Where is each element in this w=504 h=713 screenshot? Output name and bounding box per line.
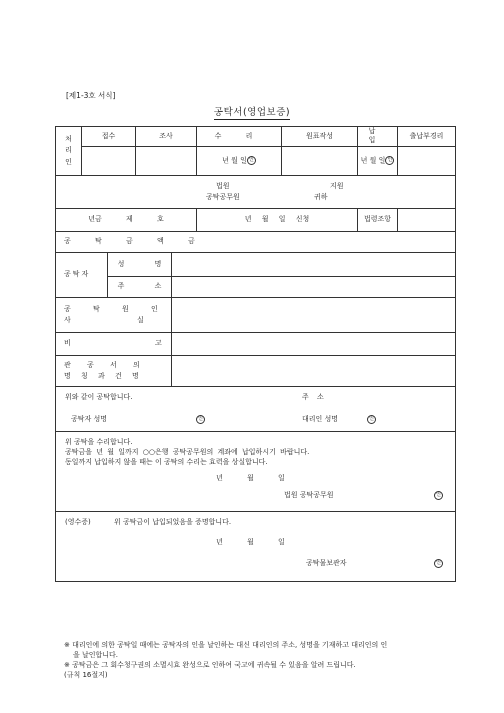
seal-icon: 인: [385, 156, 394, 165]
josa-cell[interactable]: [136, 146, 197, 175]
acceptance-block: [56, 431, 456, 511]
col-chulnap: 출납부경리: [398, 127, 456, 147]
depositor-name-field[interactable]: [172, 252, 456, 276]
geumje-label: 년금 제 호: [56, 208, 197, 231]
receipt-keeper: 공탁물보관자: [306, 558, 347, 567]
court-jiwon: 지원: [330, 181, 344, 190]
court-gwiha: 귀하: [314, 192, 328, 201]
seal-icon: 인: [367, 415, 376, 425]
accept-line-3: 동일까지 납입하지 않을 때는 이 공탁의 수리는 효력을 상실합니다.: [65, 457, 268, 466]
depositor-name-label: 성 명: [108, 252, 172, 276]
wonpyo-cell[interactable]: [282, 146, 358, 175]
receipt-tag: (영수증): [65, 517, 91, 526]
depositor-label: 공탁자: [56, 252, 108, 297]
seal-icon: 인: [434, 491, 443, 501]
cause-label: 공 탁 원 인 사 실: [56, 297, 172, 332]
deposit-form-table: [55, 126, 456, 582]
office-label: 관 공 서 의 명 칭 과 건 명: [56, 355, 172, 386]
court-beobwon: 법원: [216, 181, 230, 190]
declare-addr: 주 소: [302, 392, 324, 401]
col-wonpyo: 원표작성: [282, 127, 358, 147]
receipt-text: 위 공탁금이 납입되었음을 증명합니다.: [114, 517, 232, 526]
declare-agent: 대리인 성명: [302, 414, 339, 423]
accept-officer: 법원 공탁공무원: [284, 490, 334, 499]
application-date[interactable]: 년 월 일 신청: [197, 208, 358, 231]
napip-date-cell[interactable]: 년 월 일 인: [358, 146, 398, 175]
note-3: (규칙 16절지): [64, 671, 108, 680]
jeopsu-cell[interactable]: [82, 146, 136, 175]
seal-icon: 인: [434, 559, 443, 569]
note-field[interactable]: [172, 332, 456, 355]
note-label: 비 고: [56, 332, 172, 355]
declaration-block: [56, 386, 456, 431]
col-jeopsu: 접수: [82, 127, 136, 147]
receipt-date: 년 월 일: [216, 537, 285, 546]
note-1-cont: 을 날인합니다.: [73, 651, 119, 660]
declare-text: 위와 같이 공탁합니다.: [65, 392, 133, 401]
depositor-addr-field[interactable]: [172, 276, 456, 297]
accept-date: 년 월 일: [216, 473, 285, 482]
suri-date-cell[interactable]: 년 월 일 인: [197, 146, 282, 175]
seal-icon: 인: [196, 415, 205, 425]
chulnap-cell[interactable]: [398, 146, 456, 175]
accept-line-1: 위 공탁을 수리합니다.: [65, 437, 133, 446]
page-title: 공탁서(영업보증): [213, 107, 291, 118]
amount-row[interactable]: 공 탁 금 액 금: [56, 231, 456, 252]
col-napip: 납 입: [358, 127, 398, 147]
note-2: ※ 공탁금은 그 회수청구권의 소멸시효 완성으로 인하여 국고에 귀속될 수 있음을 알려 드립니다.: [64, 661, 356, 670]
law-cell[interactable]: [398, 208, 456, 231]
receipt-block: [56, 511, 456, 581]
law-label: 법령조항: [358, 208, 398, 231]
col-suri: 수 리: [197, 127, 282, 147]
form-number: [제1-3호 서식]: [66, 91, 116, 100]
footnotes: [64, 640, 459, 681]
office-field[interactable]: [172, 355, 456, 386]
cause-field[interactable]: [172, 297, 456, 332]
declare-name: 공탁자 성명: [71, 414, 108, 423]
seal-icon: 인: [247, 156, 256, 165]
note-1: ※ 대리인에 의한 공탁일 때에는 공탁자의 인을 날인하는 대신 대리인의 주소, 성명을 기재하고 대리인의 인: [64, 641, 388, 649]
court-block: [56, 175, 456, 208]
court-officer: 공탁공무원: [206, 192, 240, 201]
processing-label: 처 리 인: [56, 127, 82, 176]
col-josa: 조사: [136, 127, 197, 147]
depositor-addr-label: 주 소: [108, 276, 172, 297]
accept-line-2: 공탁금을 년 월 일까지 ○○은행 공탁공무원의 계좌에 납입하시기 바랍니다.: [65, 447, 310, 456]
